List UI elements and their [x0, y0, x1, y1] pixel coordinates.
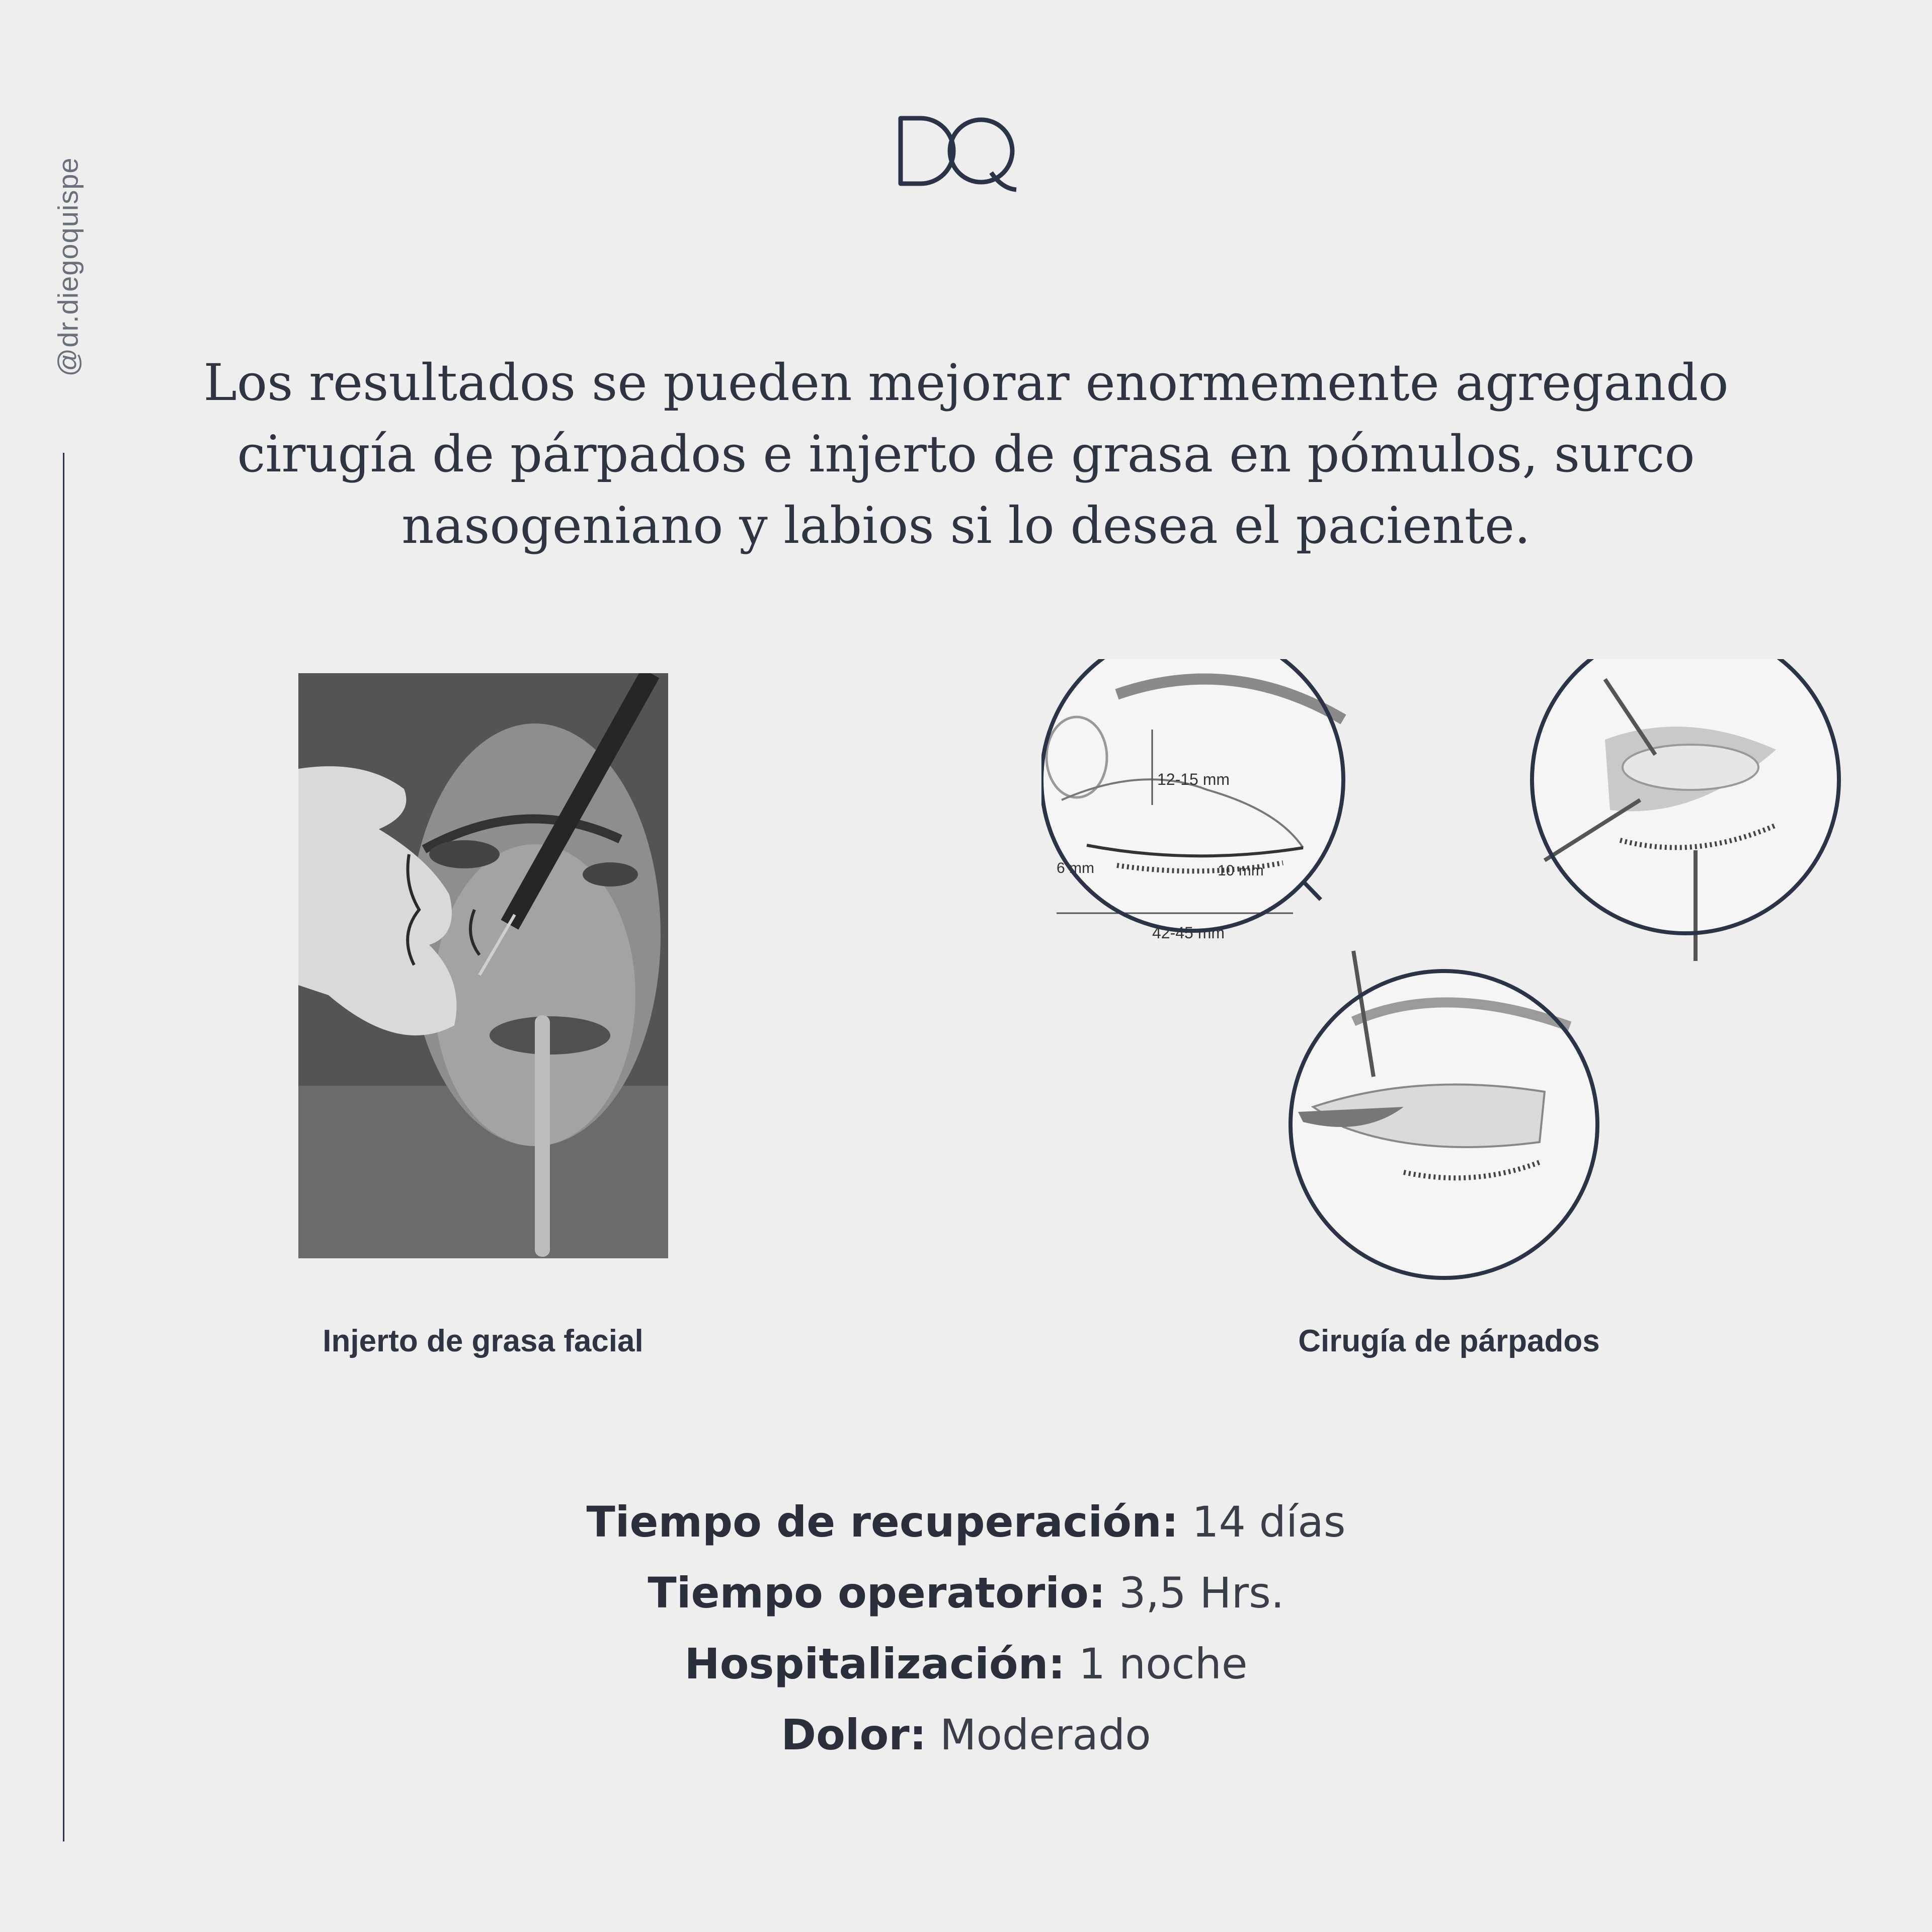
eyelid-measurement-circle	[1041, 659, 1343, 942]
blepharoplasty-incision-circle	[1291, 951, 1597, 1278]
eyelid-surgery-diagram	[1041, 659, 1857, 1288]
fat-excision-circle	[1532, 659, 1839, 961]
instagram-handle: @dr.diegoquispe	[52, 156, 84, 377]
stat-recovery	[0, 1487, 1932, 1558]
stat-label: Tiempo operatorio:	[648, 1568, 1106, 1618]
stat-label: Dolor:	[781, 1710, 927, 1759]
stat-value: Moderado	[940, 1710, 1151, 1759]
headline: Los resultados se pueden mejorar enormemente agregando cirugía de párpados e injerto de grasa en pómulos, surco nasogeniano y labios si lo desea el paciente.	[203, 353, 1729, 555]
stat-value: 14 días	[1192, 1497, 1346, 1547]
stat-label: Tiempo de recuperación:	[586, 1497, 1179, 1547]
stat-hospitalization	[0, 1629, 1932, 1700]
svg-text:42-45 mm: 42-45 mm	[1152, 924, 1225, 942]
caption-eyelid-surgery: Cirugía de párpados	[1298, 1324, 1600, 1358]
stat-label: Hospitalización:	[684, 1639, 1066, 1688]
svg-text:12-15 mm: 12-15 mm	[1157, 770, 1230, 788]
procedure-stats	[0, 1487, 1932, 1770]
stat-value: 1 noche	[1078, 1639, 1248, 1688]
fat-graft-photo	[298, 673, 668, 1258]
svg-text:10 mm: 10 mm	[1218, 862, 1264, 879]
stat-value: 3,5 Hrs.	[1119, 1568, 1284, 1618]
caption-fat-graft: Injerto de grasa facial	[323, 1324, 643, 1358]
svg-text:6 mm: 6 mm	[1057, 860, 1094, 876]
stat-pain	[0, 1700, 1932, 1770]
stat-operative-time	[0, 1558, 1932, 1629]
dq-logo	[891, 108, 1021, 194]
